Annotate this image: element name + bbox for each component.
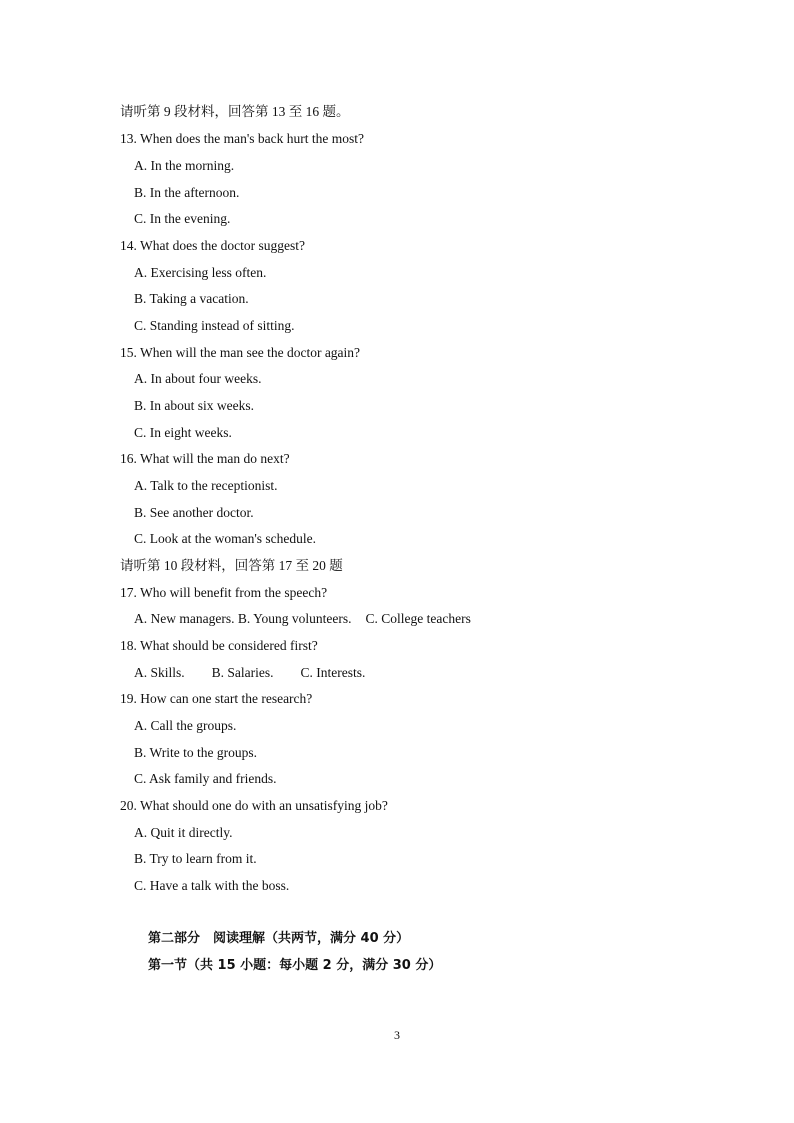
question-17: 17. Who will benefit from the speech?	[120, 585, 328, 600]
option-14-a: A. Exercising less often.	[134, 265, 267, 280]
section-one-title: 第一节（共 15 小题：每小题 2 分，满分 30 分）	[148, 958, 442, 973]
question-13: 13. When does the man's back hurt the most?	[120, 131, 365, 146]
option-14-c: C. Standing instead of sitting.	[134, 318, 295, 333]
option-20-c: C. Have a talk with the boss.	[134, 878, 290, 893]
option-18-a: A. Skills.	[134, 665, 185, 680]
option-19-a: A. Call the groups.	[134, 718, 237, 733]
option-19-c: C. Ask family and friends.	[134, 771, 277, 786]
question-14: 14. What does the doctor suggest?	[120, 238, 305, 253]
option-16-c: C. Look at the woman's schedule.	[134, 531, 317, 546]
question-16: 16. What will the man do next?	[120, 451, 290, 466]
option-17-c: C. College teachers	[365, 611, 471, 626]
page-number: 3	[394, 1028, 400, 1042]
option-20-a: A. Quit it directly.	[134, 825, 233, 840]
options-17	[134, 610, 471, 628]
question-18: 18. What should be considered first?	[120, 638, 318, 653]
question-15: 15. When will the man see the doctor again?	[120, 345, 361, 360]
option-16-a: A. Talk to the receptionist.	[134, 478, 278, 493]
option-18-b: B. Salaries.	[211, 665, 274, 680]
section-instruction-1: 请听第 9 段材料，回答第 13 至 16 题。	[120, 104, 350, 119]
options-18	[134, 664, 365, 682]
option-15-b: B. In about six weeks.	[134, 398, 254, 413]
option-15-c: C. In eight weeks.	[134, 425, 232, 440]
option-19-b: B. Write to the groups.	[134, 745, 257, 760]
question-20: 20. What should one do with an unsatisfying job?	[120, 798, 388, 813]
section-instruction-2: 请听第 10 段材料，回答第 17 至 20 题	[120, 558, 343, 573]
option-13-a: A. In the morning.	[134, 158, 235, 173]
question-19: 19. How can one start the research?	[120, 691, 313, 706]
option-17-ab: A. New managers. B. Young volunteers.	[134, 611, 352, 626]
option-13-b: B. In the afternoon.	[134, 185, 240, 200]
option-13-c: C. In the evening.	[134, 211, 231, 226]
option-15-a: A. In about four weeks.	[134, 371, 262, 386]
option-14-b: B. Taking a vacation.	[134, 291, 249, 306]
option-20-b: B. Try to learn from it.	[134, 851, 257, 866]
option-16-b: B. See another doctor.	[134, 505, 254, 520]
option-18-c: C. Interests.	[300, 665, 366, 680]
part-two-title: 第二部分 阅读理解（共两节，满分 40 分）	[148, 931, 410, 946]
